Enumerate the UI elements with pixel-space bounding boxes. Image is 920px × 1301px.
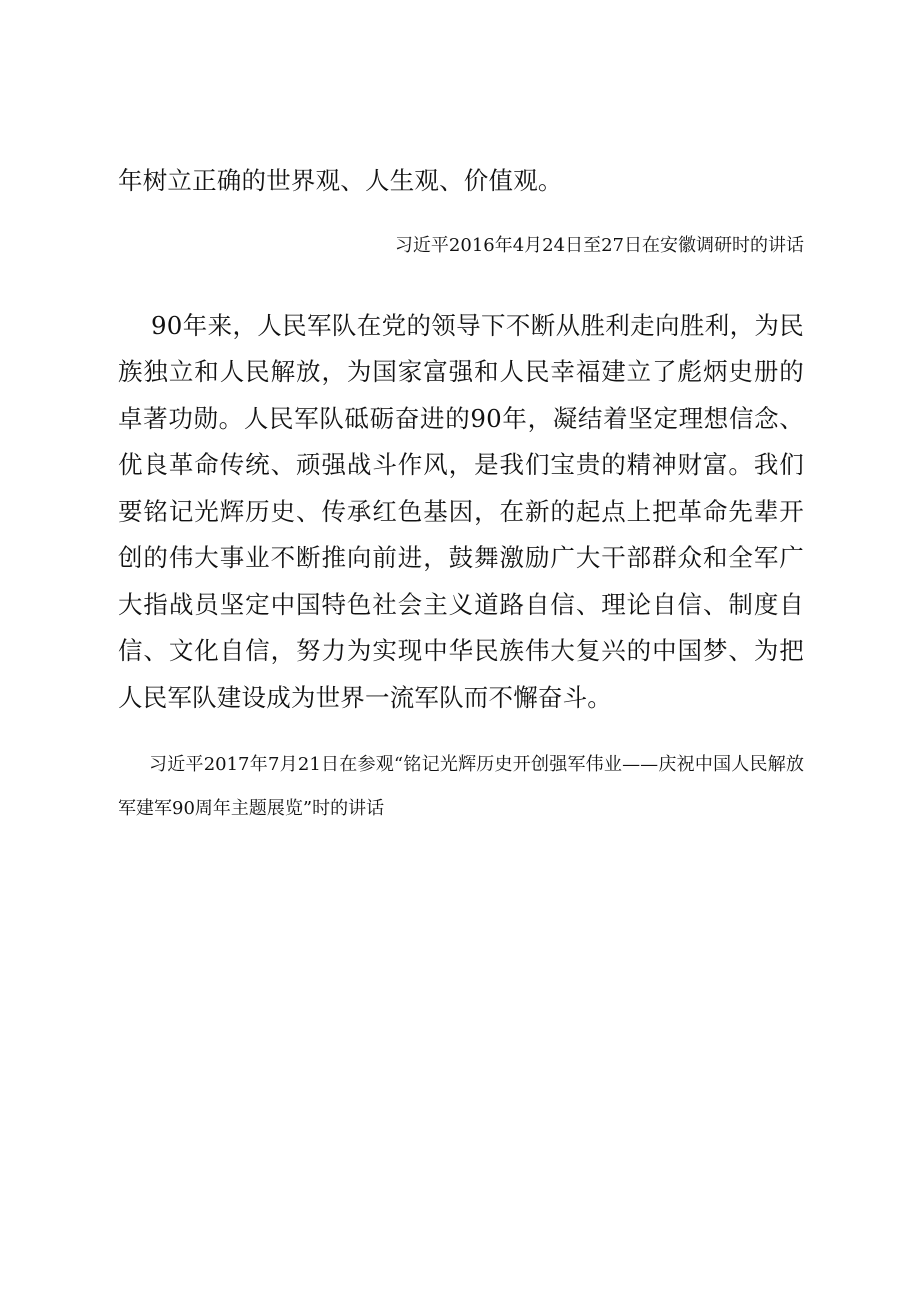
paragraph-main: 90年来，人民军队在党的领导下不断从胜利走向胜利，为民族独立和人民解放，为国家富强和人民幸福建立了彪炳史册的卓著功勋。人民军队砥砺奋进的90年，凝结着坚定理想信念、优良革命传统、顽强战斗作风，是我们宝贵的精神财富。我们要铭记光辉历史、传承红色基因，在新的起点上把革命先辈开创的伟大事业不断推向前进，鼓舞激励广大干部群众和全军广大指战员坚定中国特色社会主义道路自信、理论自信、制度自信、文化自信，努力为实现中华民族伟大复兴的中国梦、为把人民军队建设成为世界一流军队而不懈奋斗。 [118, 310, 804, 712]
quote-source-2: 习近平2017年7月21日在参观“铭记光辉历史开创强军伟业——庆祝中国人民解放军建军90周年主题展览”时的讲话 [118, 754, 804, 819]
paragraph-fragment: 年树立正确的世界观、人生观、价值观。 [118, 166, 563, 195]
spacer [118, 265, 804, 303]
quote-source-1: 习近平2016年4月24日至27日在安徽调研时的讲话 [394, 234, 804, 256]
document-page [118, 158, 804, 831]
